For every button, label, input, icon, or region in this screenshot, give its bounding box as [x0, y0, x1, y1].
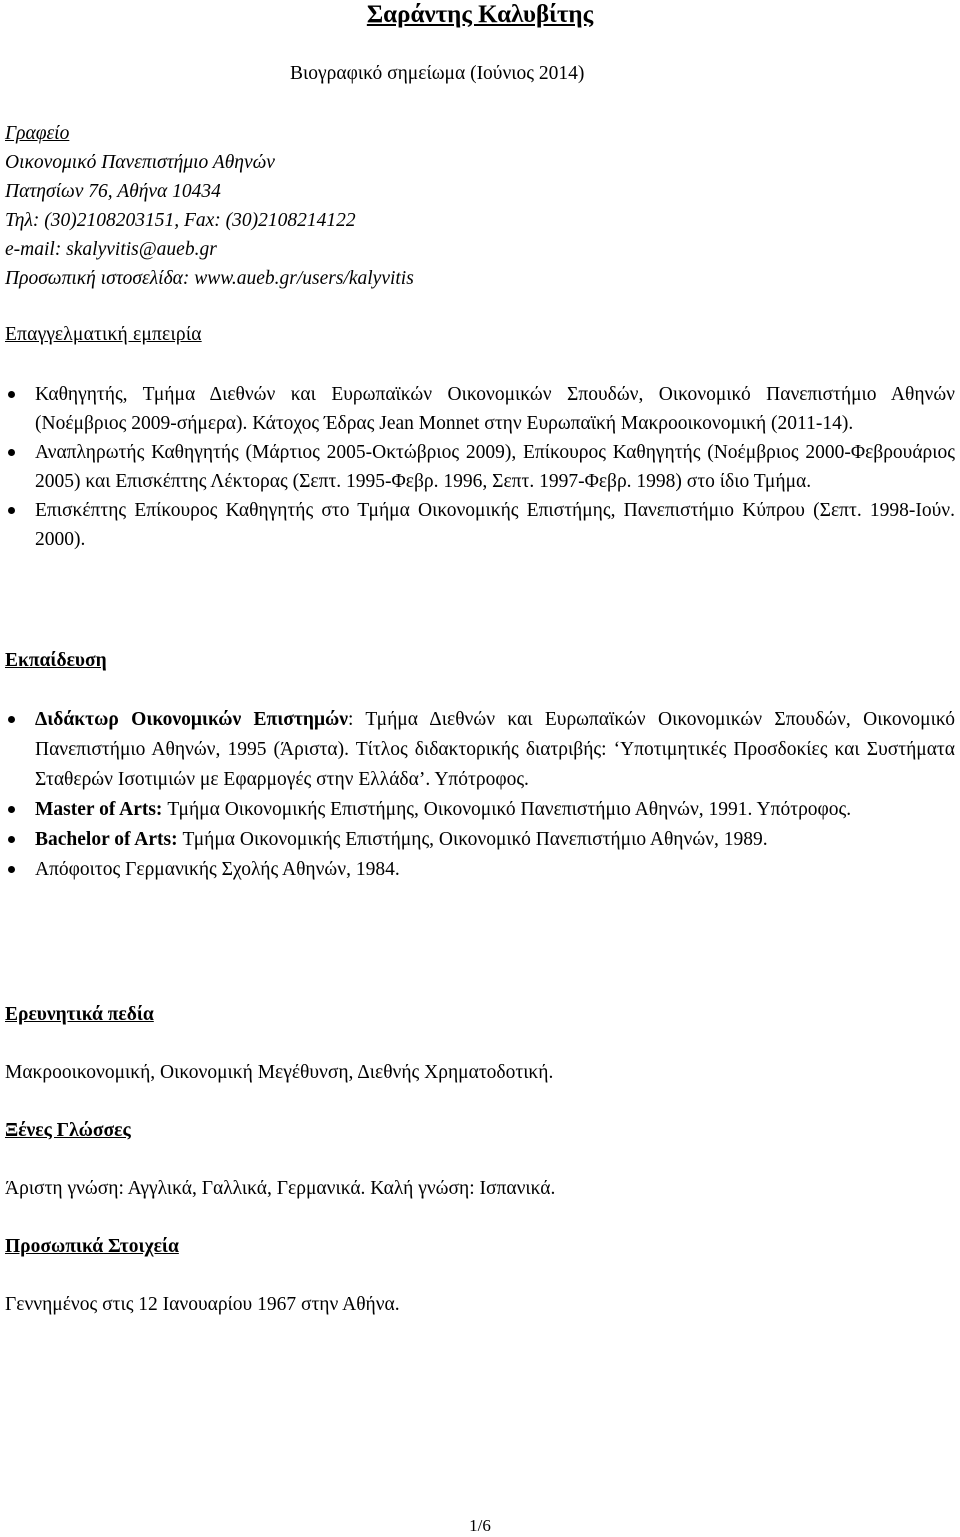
- bullet-icon: [8, 866, 15, 873]
- degree-details: Τμήμα Οικονομικής Επιστήμης, Οικονομικό Πανεπιστήμιο Αθηνών, 1989.: [177, 829, 768, 850]
- list-item: [0, 705, 955, 795]
- office-heading: Γραφείο: [5, 123, 70, 144]
- bullet-icon: [8, 806, 15, 813]
- personal-text: Γεννημένος στις 12 Ιανουαρίου 1967 στην Αθήνα.: [5, 1294, 400, 1315]
- list-item: [0, 825, 955, 855]
- page-number: 1/6: [469, 1516, 491, 1535]
- experience-heading: Επαγγελματική εμπειρία: [5, 324, 202, 345]
- degree-title: Bachelor of Arts:: [35, 829, 178, 850]
- office-email[interactable]: e-mail: skalyvitis@aueb.gr: [5, 239, 217, 260]
- degree-title: Διδάκτωρ Οικονομικών Επιστημών: [35, 709, 348, 730]
- experience-item-text: Επισκέπτης Επίκουρος Καθηγητής στο Τμήμα Οικονομικής Επιστήμης, Πανεπιστήμιο Κύπρου (Σεπτ. 1998-Ιούν. 2000).: [35, 500, 955, 550]
- education-heading: Εκπαίδευση: [5, 650, 107, 671]
- bullet-icon: [8, 391, 15, 398]
- bullet-icon: [8, 716, 15, 723]
- degree-details: Τμήμα Οικονομικής Επιστήμης, Οικονομικό Πανεπιστήμιο Αθηνών, 1991. Υπότροφος.: [162, 799, 852, 820]
- degree-title: Master of Arts:: [35, 799, 163, 820]
- experience-item-text: Αναπληρωτής Καθηγητής (Μάρτιος 2005-Οκτώβριος 2009), Επίκουρος Καθηγητής (Νοέμβριος 2000-Φεβρουάριος 2005) και Επισκέπτης Λέκτορας (Σεπτ. 1995-Φεβρ. 1996, Σεπτ. 1997-Φεβρ. 1998) στο ίδιο Τμήμα.: [35, 442, 955, 492]
- office-institution: Οικονομικό Πανεπιστήμιο Αθηνών: [5, 152, 275, 173]
- education-list: [0, 705, 955, 885]
- list-item: [0, 438, 955, 496]
- research-text: Μακροοικονομική, Οικονομική Μεγέθυνση, Διεθνής Χρηματοδοτική.: [5, 1062, 554, 1083]
- bullet-icon: [8, 449, 15, 456]
- list-item: [0, 795, 955, 825]
- experience-list: [0, 380, 955, 554]
- bullet-icon: [8, 507, 15, 514]
- languages-heading: Ξένες Γλώσσες: [5, 1120, 131, 1141]
- personal-heading: Προσωπικά Στοιχεία: [5, 1236, 179, 1257]
- office-address: Πατησίων 76, Αθήνα 10434: [5, 181, 221, 202]
- degree-details: Απόφοιτος Γερμανικής Σχολής Αθηνών, 1984.: [35, 859, 400, 880]
- office-website[interactable]: Προσωπική ιστοσελίδα: www.aueb.gr/users/kalyvitis: [5, 268, 414, 289]
- research-heading: Ερευνητικά πεδία: [5, 1004, 154, 1025]
- list-item: [0, 855, 955, 885]
- languages-text: Άριστη γνώση: Αγγλικά, Γαλλικά, Γερμανικά. Καλή γνώση: Ισπανικά.: [5, 1178, 556, 1199]
- list-item: [0, 380, 955, 438]
- office-phone: Τηλ: (30)2108203151, Fax: (30)2108214122: [5, 210, 356, 231]
- document-subtitle: Βιογραφικό σημείωμα (Ιούνιος 2014): [290, 63, 585, 84]
- office-contact-block: [5, 119, 414, 293]
- degree-details: : Τμήμα Διεθνών και Ευρωπαϊκών Οικονομικών Σπουδών, Οικονομικό Πανεπιστήμιο Αθηνών, 1995 (Άριστα). Τίτλος διδακτορικής διατριβής: ‘Υποτιμητικές Προσδοκίες και Συστήματα Σταθερών Ισοτιμιών με Εφαρμογές στην Ελλάδα’. Υπότροφος.: [35, 709, 956, 790]
- bullet-icon: [8, 836, 15, 843]
- page-title: Σαράντης Καλυβίτης: [366, 1, 594, 28]
- experience-item-text: Καθηγητής, Τμήμα Διεθνών και Ευρωπαϊκών Οικονομικών Σπουδών, Οικονομικό Πανεπιστήμιο Αθηνών (Νοέμβριος 2009-σήμερα). Κάτοχος Έδρας Jean Monnet στην Ευρωπαϊκή Μακροοικονομική (2011-14).: [35, 384, 955, 434]
- list-item: [0, 496, 955, 554]
